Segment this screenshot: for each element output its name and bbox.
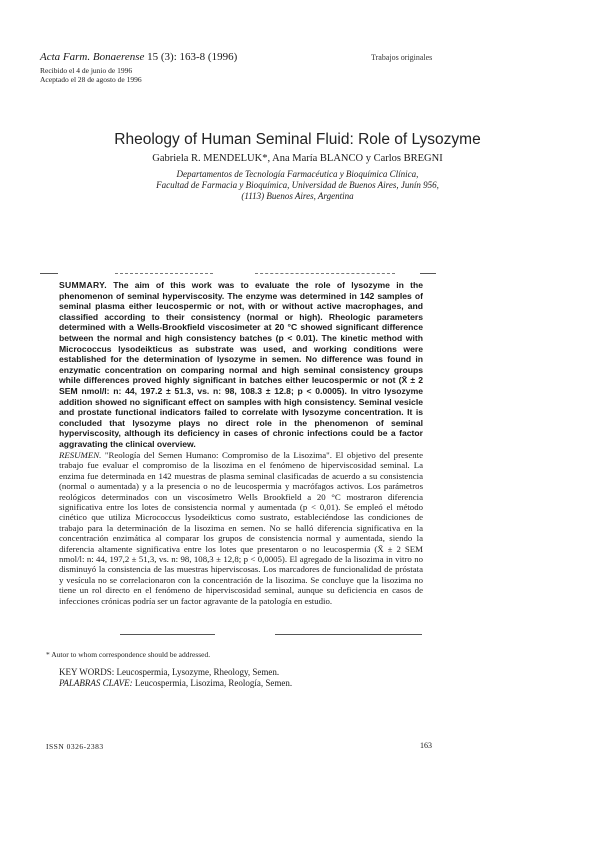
received-date: Recibido el 4 de junio de 1996 (40, 66, 133, 75)
issn-number: ISSN 0326-2383 (46, 742, 104, 751)
separator-rule-right (255, 273, 395, 274)
resumen-text: "Reología del Semen Humano: Compromiso de la Lisozima". El objetivo del presente trabajo fue evaluar el compromiso de la lisozima en el fenómeno de hiperviscosidad seminal. La enzima fue determinada en 142 muestras de plasma seminal clasificadas de acuerdo a su consistencia (normal o aumentada) y a la presencia o no de leucospermia y macrófagos activos. Los parámetros reológicos determinados con un viscosímetro Wells Brookfield a 20 °C mostraron diferencia significativa entre los lotes de consistencia normal y aumentada (p < 0,01). Se empleó el método cinético que utiliza Micrococcus lysodeikticus como sustrato, estableciéndose las condiciones de trabajo para la determinación de la lisozima en semen. No se halló diferencia significativa en la concentración enzimática al comparar los grupos de consistencia normal y aumentada, siendo la diferencia altamente significativa entre los lotes que presentaron o no leucospermia (X̄ ± 2 SEM nmol/l: n: 44, 197,2 ± 51,3, vs. n: 98, 108,3 ± 12,8; p < 0,0005). El agregado de la lisozima in vitro no disminuyó la consistencia de las muestras hiperviscosas. Los marcadores de funcionalidad de próstata y vesícula no se correlacionaron con la concentración de la lisozima. Se concluye que la lisozima no tiene un rol directo en el fenómeno de hiperviscosidad seminal, aunque su deficiencia en casos de infecciones crónicas podría ser un factor agravante de la patología en estudio. (59, 450, 423, 606)
key-words-text: Leucospermia, Lysozyme, Rheology, Semen. (116, 667, 280, 677)
separator-rule-mid (115, 273, 213, 274)
affiliation-line-1: Departamentos de Tecnología Farmacéutica y Bioquímica Clínica, (176, 169, 419, 179)
article-authors: Gabriela R. MENDELUK*, Ana María BLANCO y Carlos BREGNI (152, 153, 443, 164)
correspondence-footnote: * Autor to whom correspondence should be addressed. (46, 650, 211, 659)
summary-lead: SUMMARY. (59, 280, 107, 290)
journal-citation (40, 51, 237, 63)
separator-rule-bottom-right (275, 634, 422, 635)
palabras-clave-lead: PALABRAS CLAVE: (59, 678, 133, 688)
palabras-clave (59, 678, 292, 689)
resumen-lead: RESUMEN. (59, 450, 102, 460)
article-dates (40, 66, 142, 84)
section-label: Trabajos originales (371, 53, 433, 62)
journal-volume: 15 (3): 163-8 (1996) (147, 51, 238, 63)
palabras-clave-text: Leucospermia, Lisozima, Reología, Semen. (134, 678, 293, 688)
separator-rule-left (40, 273, 58, 274)
page-number: 163 (420, 741, 432, 750)
keywords-block (59, 667, 292, 689)
separator-rule-bottom-left (120, 634, 215, 635)
affiliation-line-3: (1113) Buenos Aires, Argentina (241, 191, 354, 201)
author-affiliation (0, 169, 595, 202)
affiliation-line-2: Facultad de Farmacia y Bioquímica, Universidad de Buenos Aires, Junín 956, (156, 180, 439, 190)
resumen-paragraph (59, 450, 423, 606)
separator-rule-end (420, 273, 436, 274)
article-title: Rheology of Human Seminal Fluid: Role of Lysozyme (114, 131, 481, 148)
journal-name: Acta Farm. Bonaerense (40, 51, 145, 63)
key-words (59, 667, 292, 678)
summary-paragraph (59, 280, 423, 450)
summary-text: The aim of this work was to evaluate the role of lysozyme in the phenomenon of seminal hyperviscosity. The enzyme was determined in 142 samples of seminal plasma either leucospermic or not, with or without active macrophages, and classified according to their consistency (normal or high). Rheologic parameters determined with a Wells-Brookfield viscosimeter at 20 °C showed significant difference between the normal and high consistency batches (p < 0.01). The kinetic method with Micrococcus lysodeikticus as substrate was used, and working conditions were established for the determination of lysozyme in semen. No difference was found in enzymatic concentration on comparing normal and high seminal consistency groups while differences proved highly significant in batches either leucospermic or not (X̄ ± 2 SEM nmol/l: n: 44, 197.2 ± 51.3, vs. n: 98, 108.3 ± 12.8; p < 0.0005). In vitro lysozyme addition showed no significant effect on samples with high consistency. Seminal vesicle and prostate functional indicators failed to correlate with lysozyme concentration. It is concluded that lysozyme plays no direct role in the phenomenon of seminal hyperviscosity, although its deficiency in cases of chronic infections could be a factor aggravating the clinical overview. (59, 280, 424, 449)
accepted-date: Aceptado el 28 de agosto de 1996 (40, 75, 142, 84)
key-words-lead: KEY WORDS: (59, 667, 115, 677)
